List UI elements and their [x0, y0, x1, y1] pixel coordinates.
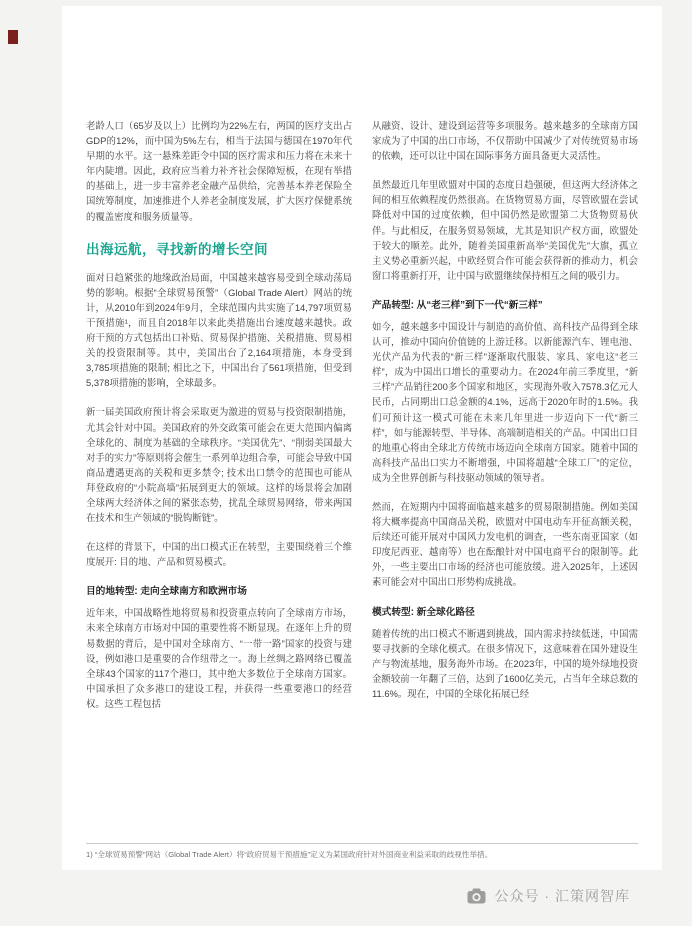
paragraph-aging-population: 老龄人口（65岁及以上）比例均为22%左右，两国的医疗支出占GDP的12%，而中国为5%左右，相当于法国与德国在1970年代早期的水平。这一悬殊差距令中国的医疗需求和压力将在未来十年内陡增。因此，政府应当着力补齐社会保障短板，在现有举措的基础上，进一步丰富养老金融产品供给，完善基本养老保险全国统筹制度，加速推进个人养老金制度发展，扩大医疗保健系统的覆盖密度和服务质量等。 [86, 120, 352, 222]
paragraph-trade-restrictions: 然而，在短期内中国将面临越来越多的贸易限制措施。例如美国将大概率提高中国商品关税，欧盟对中国电动车开征高额关税，后续还可能开展对中国风力发电机的调查，一些东南亚国家（如印度尼西亚、越南等）也在酝酿针对中国电商平台的限制等。此外，一些主要出口市场的经济也可能放缓。进入2025年，上述因素可能会对中国出口形势构成挑战。 [372, 500, 638, 588]
paragraph-trade-alert: 面对日趋紧张的地缘政治局面，中国越来越容易受到全球动荡局势的影响。根据“全球贸易预警”（Global Trade Alert）网站的统计，从2010年到2024年9月，全球范围内共实施了14,797项贸易干预措施¹，而且自2018年以来此类措施出台速度越来越快。政府干预的方式包括出口补贴、贸易保护措施、关税措施、贸易相关的投资限制等。其中，美国出台了2,164项措施，本身受到3,785项措施的限制; 相比之下，中国出台了561项措施，但受到5,378项措施的影响，全球最多。 [86, 271, 352, 389]
document-page [62, 6, 662, 870]
left-column [86, 118, 352, 834]
subheading-product-transition: 产品转型: 从“老三样”到下一代“新三样” [372, 299, 543, 311]
right-column [372, 118, 638, 834]
section-heading-going-global: 出海远航，寻找新的增长空间 [86, 241, 268, 257]
paragraph-global-south: 近年来，中国战略性地将贸易和投资重点转向了全球南方市场，未来全球南方市场对中国的重要性将不断显现。在逐年上升的贸易数据的背后，是中国对全球南方、“一带一路”国家的投资与建设，例如港口是重要的合作纽带之一。海上丝绸之路网络已覆盖全球43个国家的117个港口，其中绝大多数位于全球南方国家。中国承担了众多港口的建设工程，并获得一些重要港口的经营权。这些工程包括 [86, 607, 352, 709]
footnote [86, 843, 638, 860]
paragraph-new-globalization: 随着传统的出口模式不断遇到挑战，国内需求持续低迷，中国需要寻找新的全球化模式。在很多情况下，这意味着在国外建设生产与物流基地，服务海外市场。在2023年，中国的境外绿地投资金额较前一年翻了三倍，达到了1600亿美元，占当年全球总数的11.6%。现在，中国的全球化拓展已经 [372, 627, 638, 699]
paragraph-export-transition-intro: 在这样的背景下，中国的出口模式正在转型，主要围绕着三个维度展开: 目的地、产品和贸易模式。 [86, 541, 352, 568]
subheading-model-transition: 模式转型: 新全球化路径 [372, 606, 475, 618]
footnote-text: 1) “全球贸易预警”网站（Global Trade Alert）将“政府贸易干预措施”定义为某国政府针对外国商业利益采取的歧视性举措。 [86, 850, 493, 859]
paragraph-new-three: 如今，越来越多中国设计与制造的高价值、高科技产品得到全球认可，推动中国向价值链的上游迁移。以新能源汽车、锂电池、光伏产品为代表的“新三样”逐渐取代服装、家具、家电这“老三样”，成为中国出口增长的重要动力。在2024年前三季度里，“新三样”产品销往200多个国家和地区，实现海外收入7578.3亿元人民币，占同期出口总金额的4.1%，远高于2020年时的1.5%。我们可预计这一模式可能在未来几年里进一步迈向下一代“新三样”，如与能源转型、半导体、高端制造相关的产品。中国出口目的地重心将由全球北方传统市场迈向全球南方国家。随着中国的高科技产品出口实力不断增强，中国将超越“全球工厂”的定位，成为全世界创新与科技驱动领域的领导者。 [372, 320, 638, 483]
subheading-destination-transition: 目的地转型: 走向全球南方和欧洲市场 [86, 586, 247, 598]
paragraph-us-policy: 新一届美国政府预计将会采取更为激进的贸易与投资限制措施，尤其会针对中国。美国政府的外交政策可能会在更大范围内偏离全球化的、制度为基础的全球秩序。“美国优先”、“削弱美国最大对手的实力”等原则将会催生一系列单边组合拳，可能会导致中国商品遭遇更高的关税和更多禁令; 技术出口禁令的范围也可能从拜登政府的“小院高墙”拓展到更大的领域。这样的场景将会加剧全球两大经济体之间的紧张态势，扰乱全球贸易网络，带来两国在技术和生产领域的“脱钩断链”。 [86, 406, 352, 524]
watermark [467, 886, 630, 906]
paragraph-eu-relations: 虽然最近几年里欧盟对中国的态度日趋强硬，但这两大经济体之间的相互依赖程度仍然很高。在货物贸易方面，尽管欧盟在尝试降低对中国的过度依赖，但中国仍然是欧盟第二大货物贸易伙伴。与此相反，在服务贸易领域，尤其是知识产权方面，欧盟处于较大的顺差。此外，随着美国重新高举“美国优先”大旗，孤立主义势必重新兴起，中欧经贸合作可能会获得新的推动力，机会窗口将重新打开，让中国与欧盟继续保持相互之间的吸引力。 [372, 179, 638, 281]
camera-icon [467, 888, 486, 904]
watermark-text: 公众号 · 汇策网智库 [494, 888, 630, 904]
paragraph-services-continuation: 从融资、设计、建设到运营等多项服务。越来越多的全球南方国家成为了中国的出口市场，不仅帮助中国减少了对传统贸易市场的依赖，还可以让中国在国际事务方面具备更大灵活性。 [372, 120, 638, 162]
article-columns [86, 118, 638, 834]
page-edge-mark [8, 30, 18, 44]
